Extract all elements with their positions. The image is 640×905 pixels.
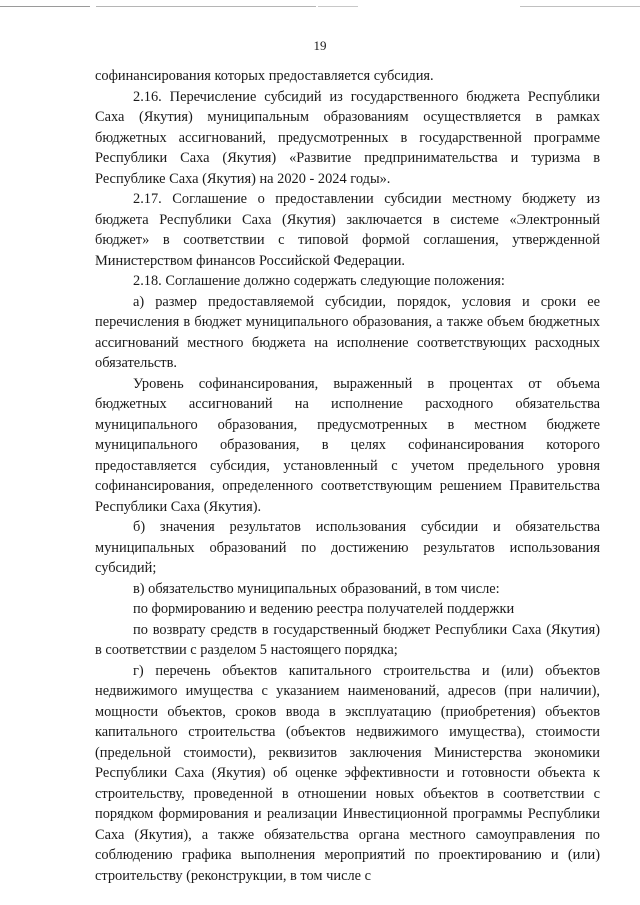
document-body bbox=[95, 66, 600, 886]
paragraph-cofinancing-level: Уровень софинансирования, выраженный в процентах от объема бюджетных ассигнований на исполнение расходного обязательства муниципального образования, предусмотренных в местном бюджете муниципального образования, в целях софинансирования которого предоставляется субсидия, установленный с учетом предельного уровня софинансирования, определенного соответствующим решением Правительства Республики Саха (Якутия). bbox=[95, 375, 600, 515]
paragraph-item-a: а) размер предоставляемой субсидии, порядок, условия и сроки ее перечисления в бюджет муниципального образования, а также объем бюджетных ассигнований местного бюджета на исполнение соответствующих расходных обязательств. bbox=[95, 293, 600, 371]
page-number: 19 bbox=[313, 38, 327, 53]
paragraph-registry: по формированию и ведению реестра получателей поддержки bbox=[133, 601, 515, 617]
paragraph-2-17: 2.17. Соглашение о предоставлении субсидии местному бюджету из бюджета Республики Саха (Якутия) заключается в системе «Электронный бюджет» в соответствии с типовой формой соглашения, утвержденной Министерством финансов Российской Федерации. bbox=[95, 191, 600, 269]
paragraph-item-v: в) обязательство муниципальных образований, в том числе: bbox=[133, 580, 500, 597]
paragraph-refund: по возврату средств в государственный бюджет Республики Саха (Якутия) в соответствии с разделом 5 настоящего порядка; bbox=[95, 621, 600, 658]
paragraph-2-18: 2.18. Соглашение должно содержать следующие положения: bbox=[133, 273, 505, 289]
paragraph-1: софинансирования которых предоставляется субсидия. bbox=[95, 68, 434, 84]
paragraph-item-g: г) перечень объектов капитального строительства и (или) объектов недвижимого имущества с указанием наименований, адресов (при наличии), мощности объектов, сроков ввода в эксплуатацию (приобретения) объектов капитального строительства (объектов недвижимого имущества), стоимости (предельной стоимости), реквизитов заключения Министерства экономики Республики Саха (Якутия) об оценке эффективности и готовности объекта к строительству, проведенной в отношении новых объектов в соответствии с порядком формирования и реализации Инвестиционной программы Республики Саха (Якутия), а также обязательства органа местного самоуправления по соблюдению графика выполнения мероприятий по проектированию и (или) строительству (реконструкции, в том числе с bbox=[95, 662, 600, 884]
paragraph-2-16: 2.16. Перечисление субсидий из государственного бюджета Республики Саха (Якутия) муниципальным образованиям осуществляется в рамках бюджетных ассигнований, предусмотренных в государственной программе Республики Саха (Якутия) «Развитие предпринимательства и туризма в Республике Саха (Якутия) на 2020 - 2024 годы». bbox=[95, 88, 600, 187]
scan-edge-artifact bbox=[0, 6, 640, 9]
paragraph-item-b: б) значения результатов использования субсидии и обязательства муниципальных образований по достижению результатов использования субсидий; bbox=[95, 519, 600, 576]
